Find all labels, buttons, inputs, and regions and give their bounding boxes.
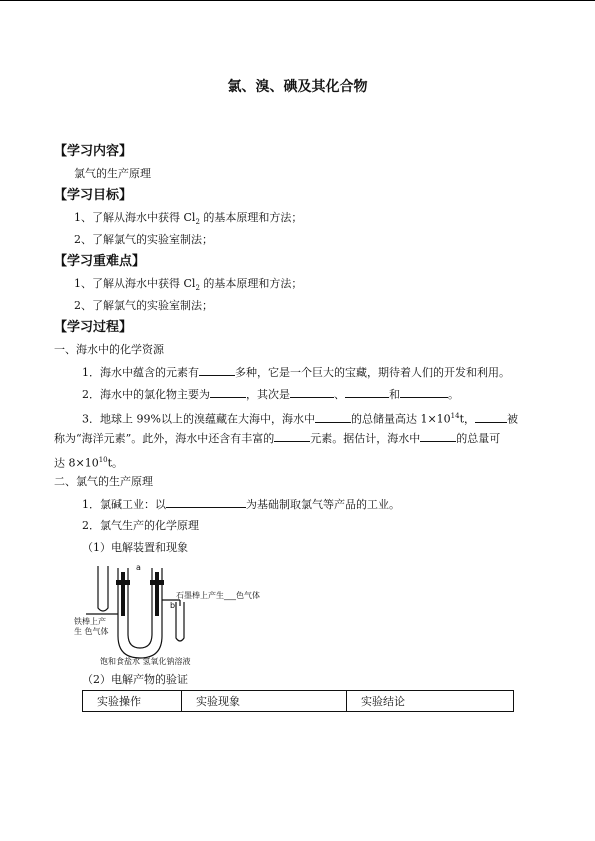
fill-blank[interactable] bbox=[315, 411, 351, 423]
section-1-title: 一、海水中的化学资源 bbox=[54, 343, 164, 356]
graphite-electrode bbox=[155, 572, 159, 616]
fill-blank[interactable] bbox=[210, 386, 246, 398]
question-3-line-3: 达 $8\times 10^{10}t$。 bbox=[54, 456, 124, 470]
page-top-border bbox=[0, 0, 595, 1]
question-2: 2．海水中的氯化物主要为 ，其次是 、 和 。 bbox=[82, 388, 459, 401]
u-tube-inner bbox=[128, 568, 152, 648]
table-header-cell: 实验结论 bbox=[347, 691, 514, 712]
iron-electrode bbox=[121, 572, 125, 616]
table-header-row bbox=[83, 691, 514, 712]
fill-blank[interactable] bbox=[475, 411, 507, 423]
diagram-label-right: 石墨棒上产生___色气体 bbox=[176, 591, 260, 600]
key-points-item-2: 2、了解氯气的实验室制法； bbox=[74, 299, 213, 312]
question-3-line-1: 3．地球上 99%以上的溴蕴藏在大海中，海水中 的总储量高达 $1\times 10^{14}t$， 被 bbox=[82, 412, 519, 426]
right-collection-tube bbox=[176, 602, 184, 641]
process-heading: 【学习过程】 bbox=[54, 320, 133, 335]
diagram-label-b: b bbox=[170, 601, 176, 610]
sub-heading-1: （1）电解装置和现象 bbox=[82, 541, 188, 554]
page-title: 氯、溴、碘及其化合物 bbox=[227, 79, 368, 95]
goals-item-2: 2、了解氯气的实验室制法； bbox=[74, 233, 213, 246]
verification-table bbox=[82, 690, 514, 712]
fill-blank[interactable] bbox=[345, 386, 389, 398]
section-2-title: 二、氯气的生产原理 bbox=[54, 475, 153, 488]
key-points-item-1: 1、了解从海水中获得 $Cl_2$ 的基本原理和方法； bbox=[74, 277, 303, 293]
diagram-label-left-1: 铁棒上产 bbox=[74, 617, 106, 626]
diagram-label-left-2: 生 色气体 bbox=[74, 627, 109, 636]
section-2-item-1: 1．氯碱工业：以 为基础制取氯气等产品的工业。 bbox=[82, 498, 400, 511]
question-1: 1．海水中蕴含的元素有 多种，它是一个巨大的宝藏，期待着人们的开发和利用。 bbox=[82, 366, 510, 379]
table-header-cell: 实验操作 bbox=[83, 691, 182, 712]
fill-blank[interactable] bbox=[420, 430, 456, 442]
key-points-heading: 【学习重难点】 bbox=[54, 254, 146, 269]
goals-heading: 【学习目标】 bbox=[54, 188, 133, 203]
diagram-label-bottom: 饱和食盐水 氢氧化钠溶液 bbox=[100, 657, 191, 666]
section-2-item-2: 2．氯气生产的化学原理 bbox=[82, 519, 199, 532]
electrolysis-apparatus-diagram bbox=[72, 562, 262, 666]
left-test-tube bbox=[98, 566, 108, 611]
diagram-label-a: a bbox=[136, 563, 141, 572]
sub-heading-2: （2）电解产物的验证 bbox=[82, 673, 188, 686]
fill-blank[interactable] bbox=[274, 430, 310, 442]
content-heading: 【学习内容】 bbox=[54, 144, 133, 159]
fill-blank[interactable] bbox=[166, 496, 246, 508]
goals-item-1: 1、了解从海水中获得 $Cl_2$ 的基本原理和方法； bbox=[74, 211, 303, 227]
fill-blank[interactable] bbox=[199, 364, 235, 376]
table-header-cell: 实验现象 bbox=[182, 691, 347, 712]
fill-blank[interactable] bbox=[400, 386, 448, 398]
fill-blank[interactable] bbox=[290, 386, 334, 398]
content-text: 氯气的生产原理 bbox=[74, 167, 151, 180]
question-3-line-2: 称为“海洋元素”。此外，海水中还含有丰富的 元素。据估计，海水中 的总量可 bbox=[54, 432, 501, 445]
